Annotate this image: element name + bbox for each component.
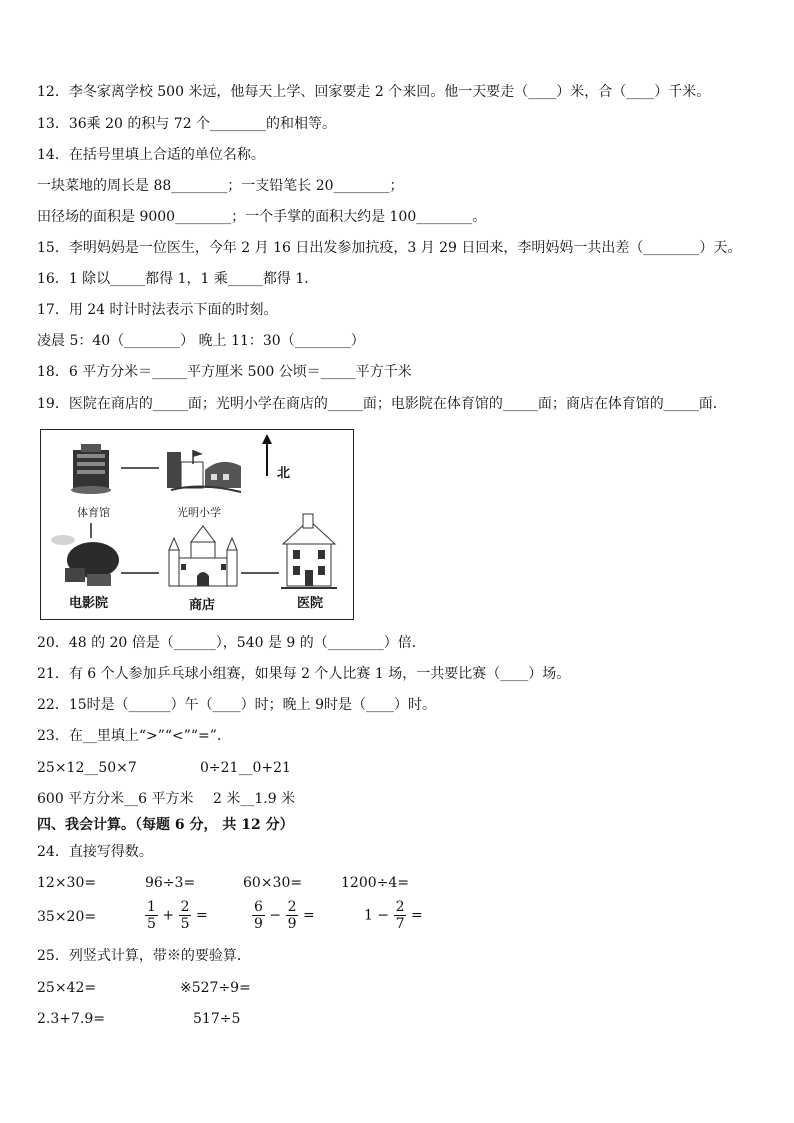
store-building-icon <box>169 526 237 586</box>
school-label: 光明小学 <box>177 506 221 519</box>
q24-item-1: 12×30= <box>37 875 97 891</box>
north-arrow-icon <box>262 434 272 476</box>
q24-item-3: 60×30= <box>243 875 303 891</box>
direction-map-figure <box>40 429 354 620</box>
question-20: 20．48 的 20 倍是（______），540 是 9 的（________）倍． <box>37 635 426 651</box>
question-18: 18．6 平方分米＝_____平方厘米 500 公顷＝_____平方千米 <box>37 364 412 380</box>
question-22: 22．15时是（______）午（____）时；晚上 9时是（____）时。 <box>37 697 436 713</box>
q25-item-1: 25×42= <box>37 980 97 996</box>
question-25: 25．列竖式计算，带※的要验算． <box>37 948 251 964</box>
q24-item-4: 1200÷4= <box>341 875 409 891</box>
question-13: 13．36乘 20 的积与 72 个________的和相等。 <box>37 116 337 132</box>
question-24: 24．直接写得数。 <box>37 844 153 860</box>
q23-item-4: 2 米__1.9 米 <box>213 791 296 807</box>
q24-item-8: 1 − $\frac{2}{7}$ = <box>364 899 423 932</box>
hospital-building-icon <box>281 514 337 588</box>
school-building-icon <box>167 450 241 492</box>
q24-item-2: 96÷3= <box>145 875 196 891</box>
section-4-heading: 四、我会计算。（每题 6 分， 共 12 分） <box>37 817 294 833</box>
q24-item-5: 35×20= <box>37 909 97 925</box>
question-21: 21．有 6 个人参加乒乓球小组赛，如果每 2 个人比赛 1 场，一共要比赛（____）场。 <box>37 666 571 682</box>
question-17: 17．用 24 时计时法表示下面的时刻。 <box>37 302 278 318</box>
cinema-label: 电影院 <box>69 596 109 611</box>
gym-label: 体育馆 <box>77 506 110 519</box>
gym-building-icon <box>71 444 111 494</box>
question-14: 14．在括号里填上合适的单位名称。 <box>37 147 265 163</box>
cinema-building-icon <box>51 535 119 586</box>
north-label: 北 <box>277 466 291 481</box>
q24-item-7: $\frac{6}{9}$ − $\frac{2}{9}$ = <box>254 899 315 932</box>
q25-item-2: ※527÷9= <box>180 980 251 996</box>
q23-item-3: 600 平方分米__6 平方米 <box>37 791 194 807</box>
q24-item-6: $\frac{1}{5}$ + $\frac{2}{5}$ = <box>147 899 208 932</box>
question-19: 19．医院在商店的_____面；光明小学在商店的_____面；电影院在体育馆的_____面；商店在体育馆的_____面． <box>37 396 727 412</box>
fraction: $\frac{2}{7}$ <box>395 899 405 932</box>
q25-item-3: 2.3+7.9= <box>37 1011 105 1027</box>
question-17-line-a: 凌晨 5：40（________） 晚上 11：30（________） <box>37 333 365 349</box>
store-label: 商店 <box>189 598 216 613</box>
hospital-label: 医院 <box>297 596 324 611</box>
fraction: $\frac{1}{5}$ <box>147 899 156 932</box>
q23-item-1: 25×12__50×7 <box>37 760 137 776</box>
question-14-line-a: 一块菜地的周长是 88________；一支铅笔长 20________； <box>37 178 404 194</box>
q25-item-4: 517÷5 <box>193 1011 241 1027</box>
direction-map-drawing <box>41 430 353 619</box>
fraction: $\frac{6}{9}$ <box>254 899 263 932</box>
question-16: 16．1 除以_____都得 1，1 乘_____都得 1． <box>37 271 319 287</box>
fraction: $\frac{2}{5}$ <box>180 899 190 932</box>
question-12: 12．李冬家离学校 500 米远，他每天上学、回家要走 2 个来回。他一天要走（____）米，合（____）千米。 <box>37 84 711 100</box>
question-23: 23．在__里填上“>”“<”“=”． <box>37 728 231 744</box>
question-14-line-b: 田径场的面积是 9000________；一个手掌的面积大约是 100________。 <box>37 209 487 225</box>
q23-item-2: 0÷21__0+21 <box>200 760 291 776</box>
question-15: 15．李明妈妈是一位医生，今年 2 月 16 日出发参加抗疫，3 月 29 日回来，李明妈妈一共出差（________）天。 <box>37 240 742 256</box>
fraction: $\frac{2}{9}$ <box>287 899 297 932</box>
